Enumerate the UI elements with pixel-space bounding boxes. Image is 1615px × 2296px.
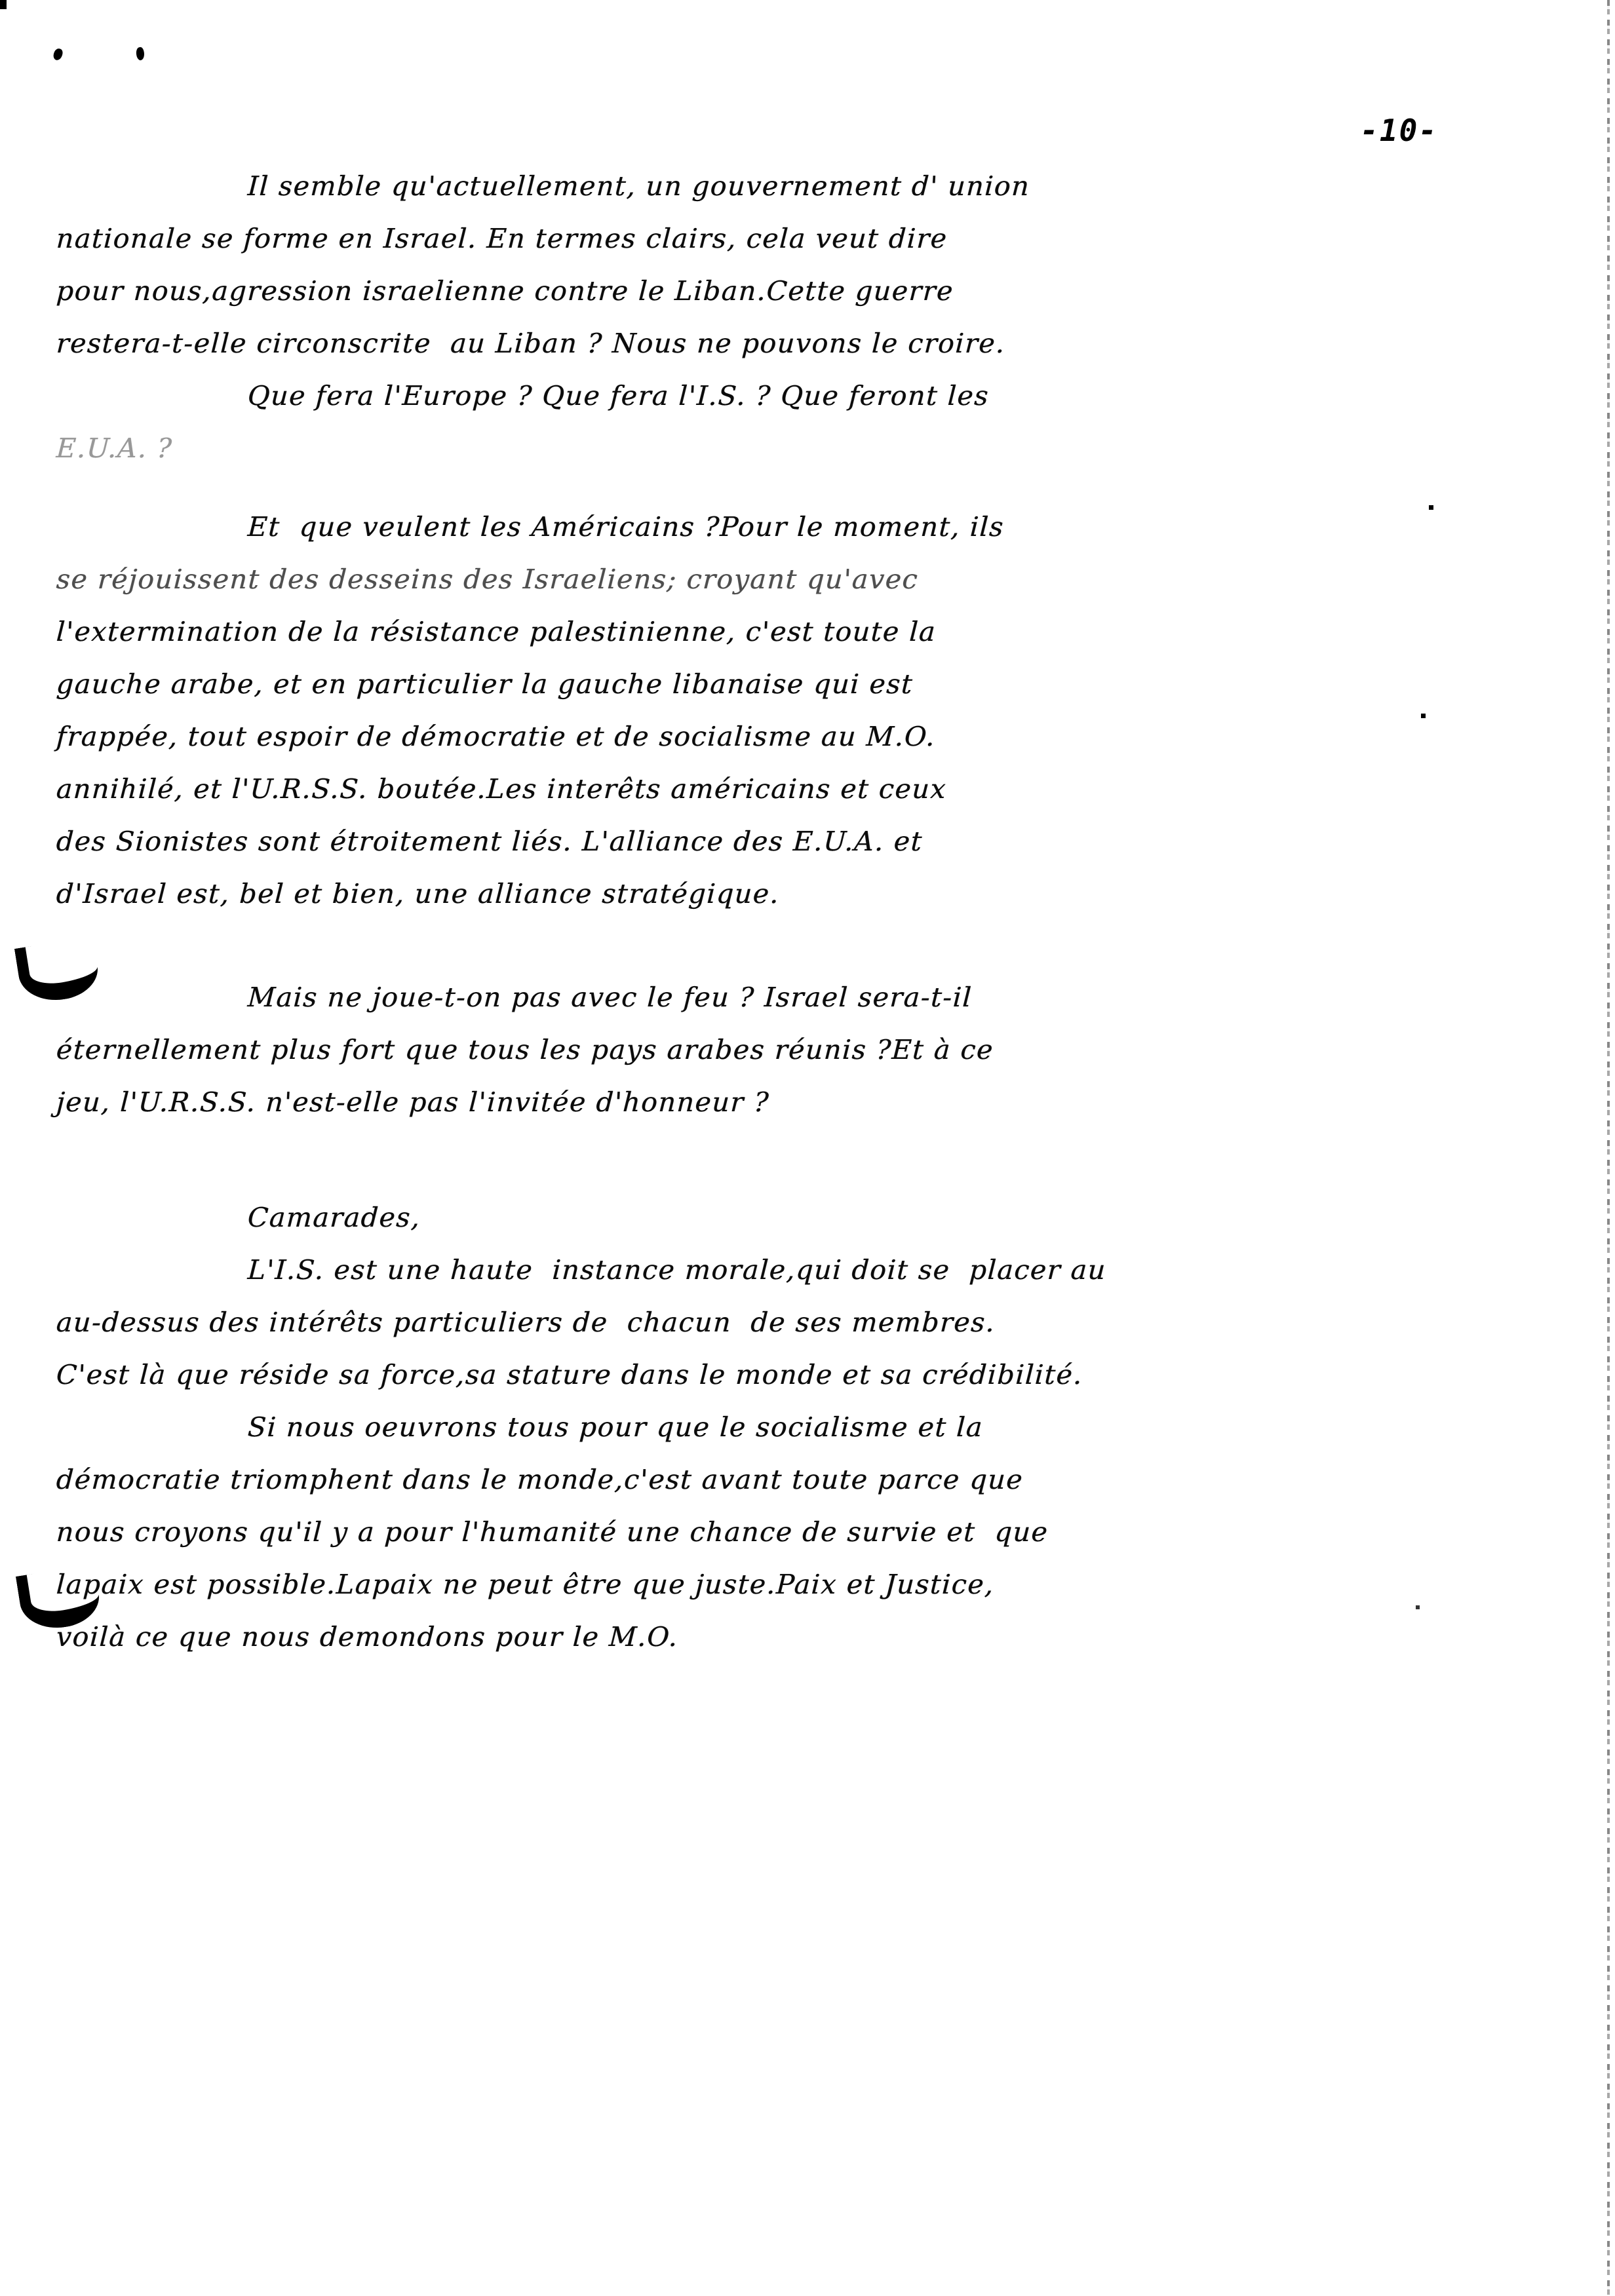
paragraph-gap bbox=[56, 474, 1420, 501]
text-line: pour nous,agression israelienne contre le Liban.Cette guerre bbox=[55, 275, 955, 307]
text-line: Que fera l'Europe ? Que fera l'I.S. ? Que feront les bbox=[246, 380, 990, 411]
paragraph-4 bbox=[56, 971, 1420, 1128]
paragraph-7 bbox=[56, 1401, 1420, 1663]
text-line: C'est là que réside sa force,sa stature dans le monde et sa crédibilité. bbox=[55, 1359, 1084, 1390]
text-line: Il semble qu'actuellement, un gouvernement d' union bbox=[246, 170, 1031, 202]
text-line: gauche arabe, et en particulier la gauche libanaise qui est bbox=[55, 668, 914, 700]
text-line: Mais ne joue-t-on pas avec le feu ? Israel sera-t-il bbox=[246, 982, 973, 1013]
scan-speck-icon bbox=[136, 47, 146, 60]
text-line: au-dessus des intérêts particuliers de chacun de ses membres. bbox=[55, 1307, 996, 1338]
text-line: lapaix est possible.Lapaix ne peut être que juste.Paix et Justice, bbox=[55, 1569, 996, 1600]
salutation-line: Camarades, bbox=[246, 1202, 422, 1233]
scan-edge-artifact bbox=[1607, 0, 1610, 2296]
scan-speck-icon bbox=[52, 48, 64, 62]
paragraph-3 bbox=[56, 501, 1420, 920]
text-line: nationale se forme en Israel. En termes clairs, cela veut dire bbox=[55, 223, 948, 254]
text-line: Et que veulent les Américains ?Pour le moment, ils bbox=[246, 511, 1005, 543]
paragraph-6 bbox=[56, 1244, 1420, 1401]
paragraph-gap bbox=[56, 1128, 1420, 1191]
text-line: E.U.A. ? bbox=[55, 432, 174, 464]
scan-speck-icon bbox=[1421, 714, 1426, 718]
document-body bbox=[56, 160, 1420, 1663]
text-line: démocratie triomphent dans le monde,c'est avant toute parce que bbox=[55, 1464, 1024, 1495]
text-line: Si nous oeuvrons tous pour que le socialisme et la bbox=[246, 1411, 984, 1443]
text-line: frappée, tout espoir de démocratie et de socialisme au M.O. bbox=[55, 721, 937, 752]
paragraph-gap bbox=[56, 920, 1420, 971]
scan-speck-corner-icon bbox=[0, 0, 7, 9]
scan-speck-icon bbox=[1429, 505, 1433, 510]
paragraph-1 bbox=[56, 160, 1420, 370]
page-number: -10- bbox=[1360, 113, 1438, 148]
text-line: se réjouissent des desseins des Israeliens; croyant qu'avec bbox=[55, 564, 920, 595]
text-line: jeu, l'U.R.S.S. n'est-elle pas l'invitée d'honneur ? bbox=[55, 1086, 771, 1118]
text-line: éternellement plus fort que tous les pays arabes réunis ?Et à ce bbox=[55, 1034, 995, 1065]
text-line: restera-t-elle circonscrite au Liban ? Nous ne pouvons le croire. bbox=[55, 328, 1007, 359]
text-line: annihilé, et l'U.R.S.S. boutée.Les interêts américains et ceux bbox=[55, 773, 948, 805]
paragraph-2 bbox=[56, 370, 1420, 474]
text-line: des Sionistes sont étroitement liés. L'alliance des E.U.A. et bbox=[55, 826, 924, 857]
text-line: d'Israel est, bel et bien, une alliance stratégique. bbox=[55, 878, 781, 909]
paragraph-5-salutation bbox=[56, 1191, 1420, 1244]
text-line: nous croyons qu'il y a pour l'humanité une chance de survie et que bbox=[55, 1516, 1049, 1548]
text-line: l'extermination de la résistance palestinienne, c'est toute la bbox=[55, 616, 937, 647]
text-line: voilà ce que nous demondons pour le M.O. bbox=[55, 1621, 680, 1653]
text-line: L'I.S. est une haute instance morale,qui doit se placer au bbox=[246, 1254, 1108, 1286]
